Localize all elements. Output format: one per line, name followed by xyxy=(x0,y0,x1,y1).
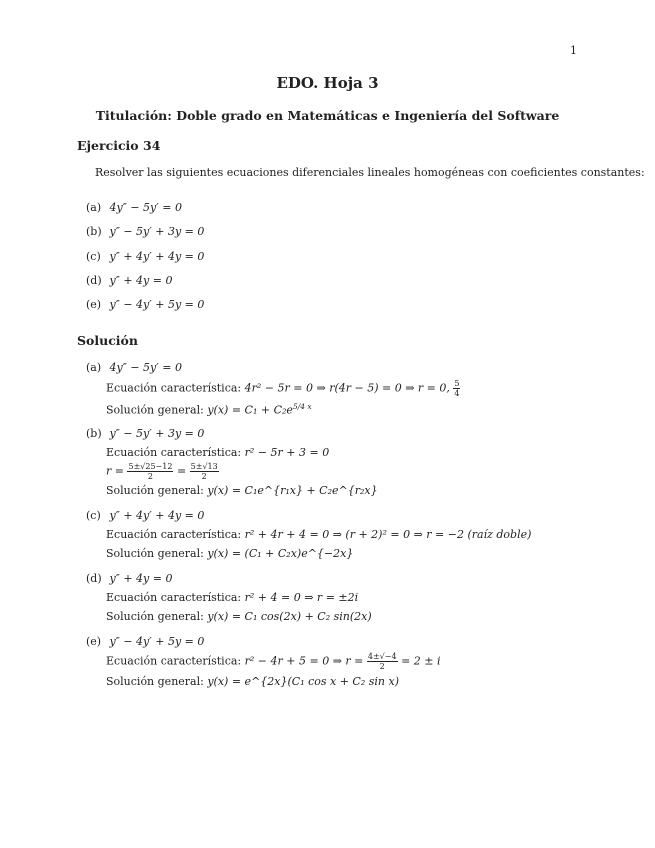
solution-d-char xyxy=(106,591,358,604)
char-equation: r² + 4 = 0 ⇒ r = ±2i xyxy=(244,591,359,604)
general-solution: y(x) = C₁ + C₂e xyxy=(207,403,293,417)
problem-label: (b) xyxy=(86,427,102,440)
general-label: Solución general: xyxy=(106,610,204,623)
solution-item-a xyxy=(86,361,182,374)
problem-equation: y″ − 5y′ + 3y = 0 xyxy=(109,427,205,440)
page-title: EDO. Hoja 3 xyxy=(276,74,379,92)
problem-equation: y″ + 4y = 0 xyxy=(109,274,173,287)
problem-equation: y″ − 4y′ + 5y = 0 xyxy=(109,298,205,311)
char-equation: r² − 4r + 5 = 0 ⇒ r = xyxy=(244,654,364,668)
solution-b-roots: r = $\frac{5\pm√25-12}{2}$ = $\frac{5\pm√13}{2}$ xyxy=(106,462,218,481)
problem-item-e xyxy=(86,298,204,311)
problem-item-c xyxy=(86,250,204,263)
general-solution: y(x) = C₁ cos(2x) + C₂ sin(2x) xyxy=(207,610,372,623)
problem-label: (a) xyxy=(86,361,102,374)
general-label: Solución general: xyxy=(106,547,204,560)
char-equation: 4r² − 5r = 0 ⇒ r(4r − 5) = 0 ⇒ r = 0, xyxy=(244,381,450,395)
char-label: Ecuación característica: xyxy=(106,381,242,395)
problem-label: (a) xyxy=(86,201,102,214)
solution-heading: Solución xyxy=(77,333,138,348)
general-solution: y(x) = C₁e^{r₁x} + C₂e^{r₂x} xyxy=(207,484,378,497)
page-number: 1 xyxy=(570,44,577,57)
general-label: Solución general: xyxy=(106,484,204,497)
problem-item-d xyxy=(86,274,172,287)
solution-c-char xyxy=(106,528,531,541)
solution-d-general xyxy=(106,610,372,623)
problem-equation: y″ + 4y′ + 4y = 0 xyxy=(109,250,205,263)
general-label: Solución general: xyxy=(106,675,204,688)
solution-item-e xyxy=(86,635,204,648)
char-label: Ecuación característica: xyxy=(106,654,242,668)
solution-c-general xyxy=(106,547,353,560)
solution-a-general xyxy=(106,402,312,417)
char-equation: r² − 5r + 3 = 0 xyxy=(244,446,330,459)
problem-equation: y″ + 4y′ + 4y = 0 xyxy=(109,509,205,522)
exercise-heading: Ejercicio 34 xyxy=(77,138,161,153)
solution-item-d xyxy=(86,572,172,585)
solution-e-general xyxy=(106,675,399,688)
root-fraction: $\frac{4\pm√-4}{2}$ xyxy=(367,652,397,671)
solution-e-char: Ecuación característica: r² − 4r + 5 = 0 ⇒ r = $\frac{4\pm√-4}{2}$ = 2 ± i xyxy=(106,652,441,671)
general-solution: y(x) = (C₁ + C₂x)e^{−2x} xyxy=(207,547,354,560)
problem-equation: y″ − 5y′ + 3y = 0 xyxy=(109,225,205,238)
problem-label: (d) xyxy=(86,274,102,287)
page-subtitle: Titulación: Doble grado en Matemáticas e Ingeniería del Software xyxy=(95,108,560,123)
problem-equation: 4y″ − 5y′ = 0 xyxy=(109,361,182,374)
exponent: 5/4 x xyxy=(292,402,312,411)
general-label: Solución general: xyxy=(106,403,204,417)
char-label: Ecuación característica: xyxy=(106,591,242,604)
problem-item-a xyxy=(86,201,182,214)
solution-item-b xyxy=(86,427,204,440)
root-fraction: $\frac{5\pm√13}{2}$ xyxy=(190,462,218,481)
general-solution: y(x) = e^{2x}(C₁ cos x + C₂ sin x) xyxy=(207,675,399,688)
problem-equation: y″ − 4y′ + 5y = 0 xyxy=(109,635,205,648)
solution-a-char xyxy=(106,379,460,398)
problem-label: (c) xyxy=(86,509,101,522)
char-equation: r² + 4r + 4 = 0 ⇒ (r + 2)² = 0 ⇒ r = −2 (raíz doble) xyxy=(244,528,532,541)
problem-label: (b) xyxy=(86,225,102,238)
problem-label: (d) xyxy=(86,572,102,585)
problem-label: (c) xyxy=(86,250,101,263)
root-fraction: $\frac{5}{4}$ xyxy=(454,379,460,398)
solution-b-general xyxy=(106,484,378,497)
solution-item-c xyxy=(86,509,204,522)
solution-b-char xyxy=(106,446,329,459)
exercise-intro: Resolver las siguientes ecuaciones diferenciales lineales homogéneas con coeficientes constantes: xyxy=(95,166,645,179)
char-label: Ecuación característica: xyxy=(106,446,242,459)
problem-item-b xyxy=(86,225,204,238)
root-fraction: $\frac{5\pm√25-12}{2}$ xyxy=(128,462,173,481)
problem-label: (e) xyxy=(86,635,102,648)
char-label: Ecuación característica: xyxy=(106,528,242,541)
problem-label: (e) xyxy=(86,298,102,311)
problem-equation: 4y″ − 5y′ = 0 xyxy=(109,201,182,214)
problem-equation: y″ + 4y = 0 xyxy=(109,572,173,585)
